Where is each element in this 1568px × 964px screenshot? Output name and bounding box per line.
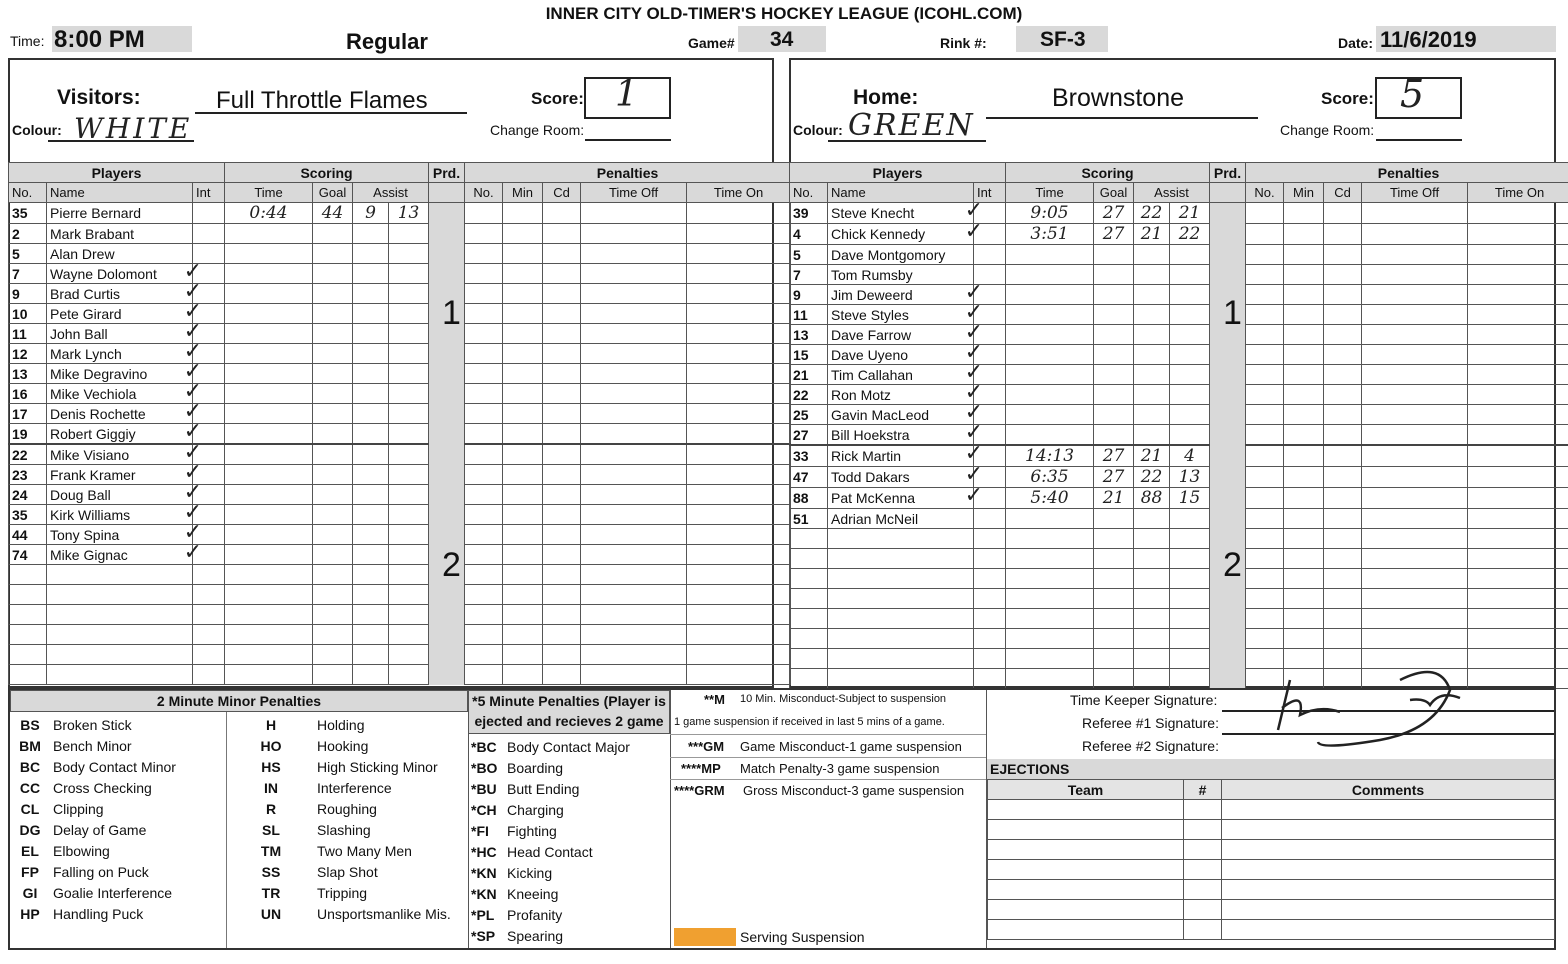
- penalty-name: Cross Checking: [53, 779, 152, 796]
- player-name: Mike Degravino ✓: [47, 364, 193, 384]
- home-cd-col: Cd: [1324, 183, 1362, 203]
- major-penalty-name: Profanity: [507, 906, 563, 923]
- home-players-header: Players: [790, 163, 1006, 183]
- second-assist: 13: [1170, 467, 1210, 488]
- player-name: Mark Lynch ✓: [47, 344, 193, 364]
- checkmark-icon: ✓: [183, 539, 202, 564]
- major-penalty-code: *HC: [471, 843, 497, 860]
- home-team-name: Brownstone: [1052, 84, 1185, 112]
- player-name: Jim Deweerd ✓: [828, 285, 974, 305]
- checkmark-icon: ✓: [183, 519, 202, 544]
- major-title-line2: ejected and recieves 2 game: [474, 713, 664, 729]
- goal-scorer: 27: [1094, 203, 1134, 224]
- player-number: 15: [790, 345, 828, 365]
- player-name: Frank Kramer ✓: [47, 465, 193, 485]
- player-name: Bill Hoekstra ✓: [828, 425, 974, 446]
- timekeeper-signature-label: Time Keeper Signature:: [1070, 692, 1218, 708]
- player-name: Dave Farrow ✓: [828, 325, 974, 345]
- referee1-signature-label: Referee #1 Signature:: [1082, 715, 1219, 731]
- game-number: 34: [770, 28, 794, 51]
- player-number: 35: [9, 203, 47, 224]
- penalty-code: TR: [261, 884, 281, 901]
- major-penalty-name: Body Contact Major: [507, 738, 630, 755]
- player-name: Robert Giggiy ✓: [47, 424, 193, 445]
- player-number: 22: [9, 444, 47, 465]
- player-name: Brad Curtis ✓: [47, 284, 193, 304]
- player-name: John Ball ✓: [47, 324, 193, 344]
- major-penalty-code: *SP: [471, 927, 496, 944]
- player-name: Dave Montgomory: [828, 245, 974, 265]
- ejection-number-cell[interactable]: [1184, 920, 1222, 940]
- visitors-team-name: Full Throttle Flames: [216, 87, 428, 114]
- major-penalty-name: Kneeing: [507, 885, 559, 902]
- player-number: 27: [790, 425, 828, 446]
- player-name: Doug Ball ✓: [47, 485, 193, 505]
- second-assist: 15: [1170, 488, 1210, 509]
- second-assist: 21: [1170, 203, 1210, 224]
- penalty-code: IN: [264, 779, 278, 796]
- ejection-number-cell[interactable]: [1184, 820, 1222, 840]
- home-penalties-header: Penalties: [1246, 163, 1568, 183]
- ejection-number-cell[interactable]: [1184, 880, 1222, 900]
- visitors-players-header: Players: [9, 163, 225, 183]
- visitors-score: 1: [615, 74, 638, 115]
- major-penalty-name: Fighting: [507, 822, 557, 839]
- major-penalty-code: *FI: [471, 822, 489, 839]
- player-number: 35: [9, 505, 47, 525]
- checkmark-icon: ✓: [183, 358, 202, 383]
- major-penalty-name: Kicking: [507, 864, 553, 881]
- home-scoring-header: Scoring: [1006, 163, 1210, 183]
- player-number: 2: [9, 224, 47, 244]
- goal-time: 6:35: [1006, 467, 1094, 488]
- home-period-header: Prd.: [1210, 163, 1246, 183]
- first-assist: 21: [1134, 445, 1170, 467]
- ejection-number-cell[interactable]: [1184, 800, 1222, 820]
- ejection-number-cell[interactable]: [1184, 840, 1222, 860]
- player-name: Mike Visiano ✓: [47, 444, 193, 465]
- misconduct-code: **M: [704, 692, 725, 707]
- checkmark-icon: ✓: [964, 197, 983, 222]
- goal-scorer: 21: [1094, 488, 1134, 509]
- major-penalty-code: *KN: [471, 885, 497, 902]
- first-assist: 22: [1134, 203, 1170, 224]
- player-number: 7: [790, 265, 828, 285]
- player-number: 17: [9, 404, 47, 424]
- checkmark-icon: ✓: [964, 482, 983, 507]
- major-title-line1: *5 Minute Penalties (Player is: [472, 693, 666, 709]
- major-penalty-name: Charging: [507, 801, 564, 818]
- game-time: 8:00 PM: [54, 26, 145, 53]
- player-number: 39: [790, 203, 828, 224]
- player-number: 12: [9, 344, 47, 364]
- home-goal-col: Goal: [1094, 183, 1134, 203]
- player-name: Kirk Williams ✓: [47, 505, 193, 525]
- ejections-team-header: Team: [988, 780, 1184, 800]
- visitors-period-header: Prd.: [429, 163, 465, 183]
- player-number: 88: [790, 488, 828, 509]
- player-name: Todd Dakars ✓: [828, 467, 974, 488]
- visitors-colour-label: Colour:: [12, 122, 62, 138]
- home-score-label: Score:: [1321, 89, 1374, 108]
- serving-suspension-swatch: [674, 928, 736, 946]
- referee2-signature-label: Referee #2 Signature:: [1082, 738, 1219, 754]
- visitors-no-col: No.: [465, 183, 503, 203]
- ejection-comment-cell[interactable]: [1222, 920, 1555, 940]
- player-name: Pete Girard ✓: [47, 304, 193, 324]
- visitors-score-label: Score:: [531, 89, 584, 108]
- player-number: 24: [9, 485, 47, 505]
- player-number: 47: [790, 467, 828, 488]
- visitors-scoring-header: Scoring: [225, 163, 429, 183]
- home-label: Home:: [853, 86, 919, 109]
- home-period-1: 1: [1223, 294, 1242, 332]
- penalty-code: TM: [260, 842, 282, 859]
- checkmark-icon: ✓: [183, 459, 202, 484]
- penalty-name: Slashing: [317, 821, 371, 838]
- home-int-col: Int: [974, 183, 1006, 203]
- game-type: Regular: [346, 29, 428, 54]
- visitors-min-col: Min: [503, 183, 543, 203]
- home-no-col: No.: [790, 183, 828, 203]
- penalty-name: Hooking: [317, 737, 369, 754]
- first-assist: 88: [1134, 488, 1170, 509]
- ejection-team-cell[interactable]: [988, 840, 1184, 860]
- player-name: Tom Rumsby: [828, 265, 974, 285]
- player-number: 9: [790, 285, 828, 305]
- goal-scorer: 44: [313, 203, 353, 224]
- goal-time: 0:44: [225, 203, 313, 224]
- penalty-code: FP: [21, 863, 39, 880]
- player-number: 5: [790, 245, 828, 265]
- second-assist: 4: [1170, 445, 1210, 467]
- visitors-name-col: Name: [47, 183, 193, 203]
- rink-label: Rink #:: [940, 35, 987, 51]
- ejections-title: EJECTIONS: [987, 759, 1554, 779]
- player-name: Tim Callahan ✓: [828, 365, 974, 385]
- penalty-code: SL: [262, 821, 280, 838]
- penalty-code: HO: [260, 737, 282, 754]
- first-assist: 21: [1134, 224, 1170, 245]
- player-number: 33: [790, 445, 828, 467]
- player-number: 4: [790, 224, 828, 245]
- visitors-assist-col: Assist: [353, 183, 429, 203]
- penalty-name: Unsportsmanlike Mis.: [317, 905, 451, 922]
- player-number: 10: [9, 304, 47, 324]
- penalty-name: Falling on Puck: [53, 863, 149, 880]
- home-no-col: No.: [1246, 183, 1284, 203]
- checkmark-icon: ✓: [183, 258, 202, 283]
- major-penalties-title: [468, 690, 670, 734]
- signature-scribble: [1260, 660, 1480, 750]
- ejection-number-cell[interactable]: [1184, 900, 1222, 920]
- major-penalty-code: *BU: [471, 780, 497, 797]
- visitors-int-col: Int: [193, 183, 225, 203]
- ejection-comment-cell[interactable]: [1222, 900, 1555, 920]
- penalty-name: Interference: [317, 779, 392, 796]
- ejection-team-cell[interactable]: [988, 820, 1184, 840]
- ejection-team-cell[interactable]: [988, 880, 1184, 900]
- checkmark-icon: ✓: [964, 399, 983, 424]
- checkmark-icon: ✓: [183, 418, 202, 443]
- major-penalty-code: *BO: [471, 759, 498, 776]
- goal-scorer: 27: [1094, 467, 1134, 488]
- checkmark-icon: ✓: [964, 359, 983, 384]
- checkmark-icon: ✓: [183, 378, 202, 403]
- player-name: Chick Kennedy ✓: [828, 224, 974, 245]
- penalty-code: EL: [21, 842, 39, 859]
- penalty-name: Handling Puck: [53, 905, 144, 922]
- home-colour: GREEN: [848, 108, 975, 143]
- penalty-code: BS: [20, 716, 40, 733]
- player-name: Rick Martin ✓: [828, 445, 974, 467]
- league-title: INNER CITY OLD-TIMER'S HOCKEY LEAGUE (ICOHL.COM): [545, 4, 1023, 23]
- ejection-team-cell[interactable]: [988, 800, 1184, 820]
- home-score: 5: [1400, 72, 1425, 116]
- penalty-name: Bench Minor: [53, 737, 132, 754]
- goal-time: 9:05: [1006, 203, 1094, 224]
- penalty-name: Body Contact Minor: [53, 758, 176, 775]
- penalty-name: Clipping: [53, 800, 104, 817]
- checkmark-icon: ✓: [964, 299, 983, 324]
- major-penalty-code: *KN: [471, 864, 497, 881]
- player-number: 23: [9, 465, 47, 485]
- penalty-name: Tripping: [317, 884, 368, 901]
- checkmark-icon: ✓: [964, 279, 983, 304]
- visitors-penalties-header: Penalties: [465, 163, 791, 183]
- goal-scorer: 27: [1094, 224, 1134, 245]
- visitors-time-off-col: Time Off: [581, 183, 687, 203]
- player-number: 51: [790, 509, 828, 529]
- penalty-name: High Sticking Minor: [317, 758, 438, 775]
- ejection-comment-cell[interactable]: [1222, 820, 1555, 840]
- visitors-goal-col: Goal: [313, 183, 353, 203]
- visitors-time-col: Time: [225, 183, 313, 203]
- match-penalty-text: Match Penalty-3 game suspension: [740, 761, 940, 776]
- player-name: Adrian McNeil: [828, 509, 974, 529]
- player-name: Alan Drew: [47, 244, 193, 264]
- visitors-no-col: No.: [9, 183, 47, 203]
- ejection-comment-cell[interactable]: [1222, 880, 1555, 900]
- home-colour-label: Colour:: [793, 122, 843, 138]
- player-name: Mark Brabant: [47, 224, 193, 244]
- major-penalty-name: Butt Ending: [507, 780, 580, 797]
- penalty-code: GI: [22, 884, 38, 901]
- visitors-change-room-label: Change Room:: [490, 122, 585, 138]
- penalty-code: BM: [19, 737, 41, 754]
- visitors-cd-col: Cd: [543, 183, 581, 203]
- player-number: 5: [9, 244, 47, 264]
- penalty-code: CL: [20, 800, 40, 817]
- checkmark-icon: ✓: [183, 479, 202, 504]
- penalty-code: HP: [20, 905, 40, 922]
- penalty-code: R: [265, 800, 277, 817]
- rink-value: SF-3: [1040, 28, 1086, 51]
- ejection-team-cell[interactable]: [988, 920, 1184, 940]
- checkmark-icon: ✓: [964, 379, 983, 404]
- player-number: 25: [790, 405, 828, 425]
- major-penalty-code: *BC: [471, 738, 497, 755]
- player-number: 19: [9, 424, 47, 445]
- player-name: Mike Gignac ✓: [47, 545, 193, 565]
- ejection-team-cell[interactable]: [988, 900, 1184, 920]
- penalty-code: SS: [261, 863, 281, 880]
- home-change-room-label: Change Room:: [1280, 122, 1375, 138]
- goal-time: 3:51: [1006, 224, 1094, 245]
- penalty-code: UN: [260, 905, 282, 922]
- player-name: Denis Rochette ✓: [47, 404, 193, 424]
- ejection-number-cell[interactable]: [1184, 860, 1222, 880]
- player-name: Steve Knecht ✓: [828, 203, 974, 224]
- misconduct-text: 10 Min. Misconduct-Subject to suspension: [740, 693, 947, 705]
- game-date: 11/6/2019: [1380, 27, 1477, 52]
- minor-penalties-title: 2 Minute Minor Penalties: [10, 690, 468, 712]
- date-label: Date:: [1338, 35, 1374, 51]
- penalty-code: HS: [261, 758, 281, 775]
- checkmark-icon: ✓: [964, 461, 983, 486]
- major-penalty-name: Spearing: [507, 927, 564, 944]
- major-penalty-code: *CH: [471, 801, 497, 818]
- checkmark-icon: ✓: [964, 339, 983, 364]
- time-label: Time:: [10, 33, 45, 49]
- ejection-team-cell[interactable]: [988, 860, 1184, 880]
- match-penalty-code: ****MP: [681, 761, 721, 776]
- ejection-comment-cell[interactable]: [1222, 840, 1555, 860]
- second-assist: 13: [389, 203, 429, 224]
- checkmark-icon: ✓: [183, 398, 202, 423]
- player-number: 16: [9, 384, 47, 404]
- first-assist: 9: [353, 203, 389, 224]
- penalty-code: CC: [19, 779, 41, 796]
- penalty-name: Delay of Game: [53, 821, 147, 838]
- game-misconduct-code: ***GM: [688, 739, 725, 754]
- penalty-name: Holding: [317, 716, 365, 733]
- visitors-time-on-col: Time On: [687, 183, 791, 203]
- player-name: Pat McKenna ✓: [828, 488, 974, 509]
- player-name: Steve Styles ✓: [828, 305, 974, 325]
- player-number: 21: [790, 365, 828, 385]
- second-assist: 22: [1170, 224, 1210, 245]
- penalty-name: Slap Shot: [317, 863, 378, 880]
- player-number: 44: [9, 525, 47, 545]
- penalty-code: H: [265, 716, 277, 733]
- player-number: 13: [790, 325, 828, 345]
- player-number: 74: [9, 545, 47, 565]
- gross-misconduct-text: Gross Misconduct-3 game suspension: [743, 783, 965, 798]
- serving-suspension-label: Serving Suspension: [740, 929, 865, 945]
- checkmark-icon: ✓: [964, 218, 983, 243]
- penalty-name: Roughing: [317, 800, 377, 817]
- checkmark-icon: ✓: [964, 319, 983, 344]
- checkmark-icon: ✓: [183, 298, 202, 323]
- penalty-name: Two Many Men: [317, 842, 412, 859]
- gross-misconduct-code: ****GRM: [674, 783, 725, 798]
- penalty-code: BC: [19, 758, 41, 775]
- player-name: Pierre Bernard: [47, 203, 193, 224]
- player-name: Mike Vechiola ✓: [47, 384, 193, 404]
- home-time-col: Time: [1006, 183, 1094, 203]
- visitors-label: Visitors:: [57, 86, 141, 109]
- player-name: Dave Uyeno ✓: [828, 345, 974, 365]
- major-penalties-table: [468, 736, 670, 946]
- penalty-name: Elbowing: [53, 842, 110, 859]
- home-period-2: 2: [1223, 546, 1242, 584]
- player-name: Tony Spina ✓: [47, 525, 193, 545]
- visitors-period-1: 1: [442, 294, 461, 332]
- minor-penalties-table: [10, 714, 468, 924]
- player-name: Wayne Dolomont ✓: [47, 264, 193, 284]
- player-name: Gavin MacLeod ✓: [828, 405, 974, 425]
- home-min-col: Min: [1284, 183, 1324, 203]
- major-penalty-code: *PL: [471, 906, 495, 923]
- penalty-name: Broken Stick: [53, 716, 132, 733]
- ejection-comment-cell[interactable]: [1222, 860, 1555, 880]
- checkmark-icon: ✓: [183, 278, 202, 303]
- first-assist: 22: [1134, 467, 1170, 488]
- ejections-table: [987, 779, 1555, 940]
- goal-scorer: 27: [1094, 445, 1134, 467]
- player-number: 13: [9, 364, 47, 384]
- checkmark-icon: ✓: [183, 318, 202, 343]
- ejections-number-header: #: [1184, 780, 1222, 800]
- checkmark-icon: ✓: [183, 338, 202, 363]
- penalty-name: Goalie Interference: [53, 884, 173, 901]
- player-number: 9: [9, 284, 47, 304]
- game-misconduct-text: Game Misconduct-1 game suspension: [740, 739, 962, 754]
- penalty-code: DG: [19, 821, 41, 838]
- player-number: 11: [790, 305, 828, 325]
- home-time-off-col: Time Off: [1362, 183, 1468, 203]
- ejection-comment-cell[interactable]: [1222, 800, 1555, 820]
- major-penalty-name: Boarding: [507, 759, 564, 776]
- visitors-colour: WHITE: [74, 112, 193, 145]
- checkmark-icon: ✓: [964, 419, 983, 444]
- home-assist-col: Assist: [1134, 183, 1210, 203]
- checkmark-icon: ✓: [183, 499, 202, 524]
- player-number: 7: [9, 264, 47, 284]
- player-number: 11: [9, 324, 47, 344]
- home-time-on-col: Time On: [1468, 183, 1568, 203]
- player-name: Ron Motz ✓: [828, 385, 974, 405]
- game-label: Game#: [688, 35, 735, 51]
- checkmark-icon: ✓: [183, 439, 202, 464]
- visitors-period-2: 2: [442, 546, 461, 584]
- checkmark-icon: ✓: [964, 440, 983, 465]
- misconduct-note: 1 game suspension if received in last 5 mins of a game.: [674, 716, 945, 728]
- home-name-col: Name: [828, 183, 974, 203]
- player-number: 22: [790, 385, 828, 405]
- major-penalty-name: Head Contact: [507, 843, 593, 860]
- goal-time: 5:40: [1006, 488, 1094, 509]
- ejections-comments-header: Comments: [1222, 780, 1555, 800]
- goal-time: 14:13: [1006, 445, 1094, 467]
